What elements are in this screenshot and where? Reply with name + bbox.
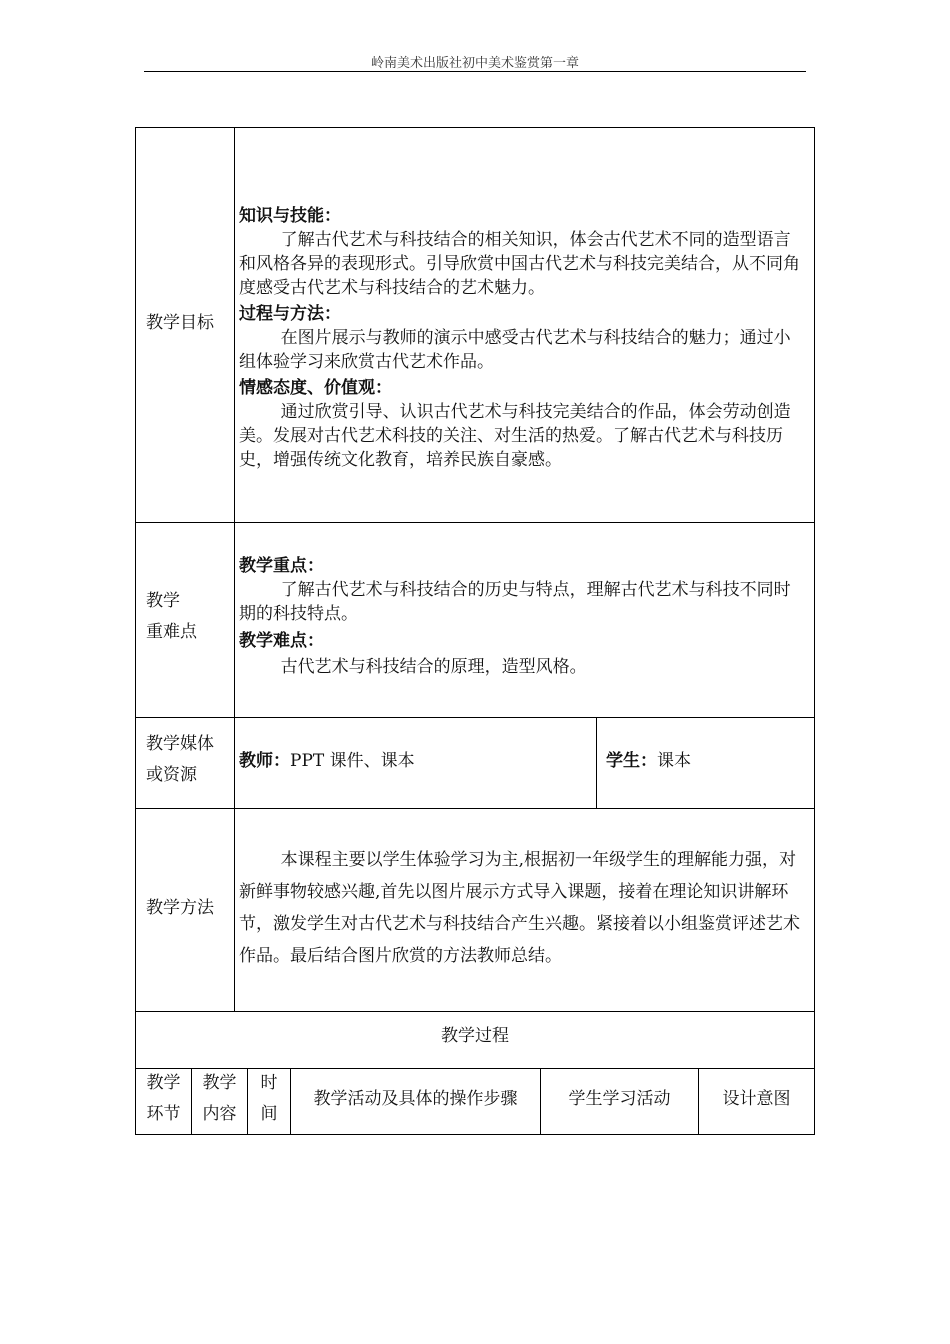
row-divider (136, 808, 814, 809)
col-header-content: 教学 内容 (202, 1073, 237, 1124)
col-header-time: 时 间 (260, 1073, 278, 1124)
media-student-heading: 学生： (606, 751, 657, 771)
keypoints-heading-focus: 教学重点： (239, 556, 324, 576)
row-divider (136, 717, 814, 718)
media-teacher (239, 749, 589, 773)
objectives-text-attitude: 通过欣赏引导、认识古代艺术与科技完美结合的作品，体会劳动创造美。发展对古代艺术科技的关注、对生活的热爱。了解古代艺术与科技历史，增强传统文化教育，培养民族自豪感。 (239, 402, 791, 470)
col-header-stage: 教学 环节 (146, 1073, 181, 1124)
objectives-heading-attitude: 情感态度、价值观： (239, 378, 392, 398)
row-divider (136, 1011, 814, 1012)
header-rule (144, 71, 806, 72)
media-label-line2: 或资源 (146, 765, 197, 785)
keypoints-label-line1: 教学 (146, 591, 180, 611)
method-text: 本课程主要以学生体验学习为主,根据初一年级学生的理解能力强，对新鲜事物较感兴趣,首先以图片展示方式导入课题，接着在理论知识讲解环节，激发学生对古代艺术与科技结合产生兴趣。紧接着以小组鉴赏评述艺术作品。最后结合图片欣赏的方法教师总结。 (239, 850, 800, 966)
method-label: 教学方法 (146, 898, 214, 918)
media-label-line1: 教学媒体 (146, 734, 214, 754)
col-divider (596, 717, 597, 808)
col-divider (234, 128, 235, 1011)
col-header-activity: 教学活动及具体的操作步骤 (313, 1089, 518, 1109)
page-header: 岭南美术出版社初中美术鉴赏第一章 (370, 56, 579, 71)
objectives-text-process: 在图片展示与教师的演示中感受古代艺术与科技结合的魅力；通过小组体验学习来欣赏古代艺术作品。 (239, 328, 791, 372)
objectives-heading-knowledge: 知识与技能： (239, 206, 341, 226)
keypoints-heading-difficulty: 教学难点： (239, 631, 324, 651)
keypoints-label-line2: 重难点 (146, 622, 197, 642)
col-header-student: 学生学习活动 (568, 1089, 671, 1109)
media-student (606, 749, 806, 773)
objectives-heading-process: 过程与方法： (239, 304, 341, 324)
lesson-plan-table (135, 127, 815, 1135)
media-label (146, 729, 214, 791)
keypoints-text-focus: 了解古代艺术与科技结合的历史与特点，理解古代艺术与科技不同时期的科技特点。 (239, 580, 791, 624)
keypoints-label (146, 586, 197, 648)
objectives-text-knowledge: 了解古代艺术与科技结合的相关知识，体会古代艺术不同的造型语言和风格各异的表现形式。引导欣赏中国古代艺术与科技完美结合，从不同角度感受古代艺术与科技结合的艺术魅力。 (239, 230, 800, 298)
process-title: 教学过程 (441, 1026, 509, 1046)
objectives-label: 教学目标 (146, 313, 214, 333)
keypoints-content (239, 554, 807, 679)
col-header-intent: 设计意图 (722, 1089, 791, 1109)
row-divider (136, 522, 814, 523)
media-teacher-heading: 教师： (239, 751, 290, 771)
media-teacher-text: PPT 课件、课本 (290, 751, 415, 771)
keypoints-text-difficulty: 古代艺术与科技结合的原理，造型风格。 (280, 657, 587, 677)
media-student-text: 课本 (657, 751, 691, 771)
objectives-content (239, 204, 807, 472)
